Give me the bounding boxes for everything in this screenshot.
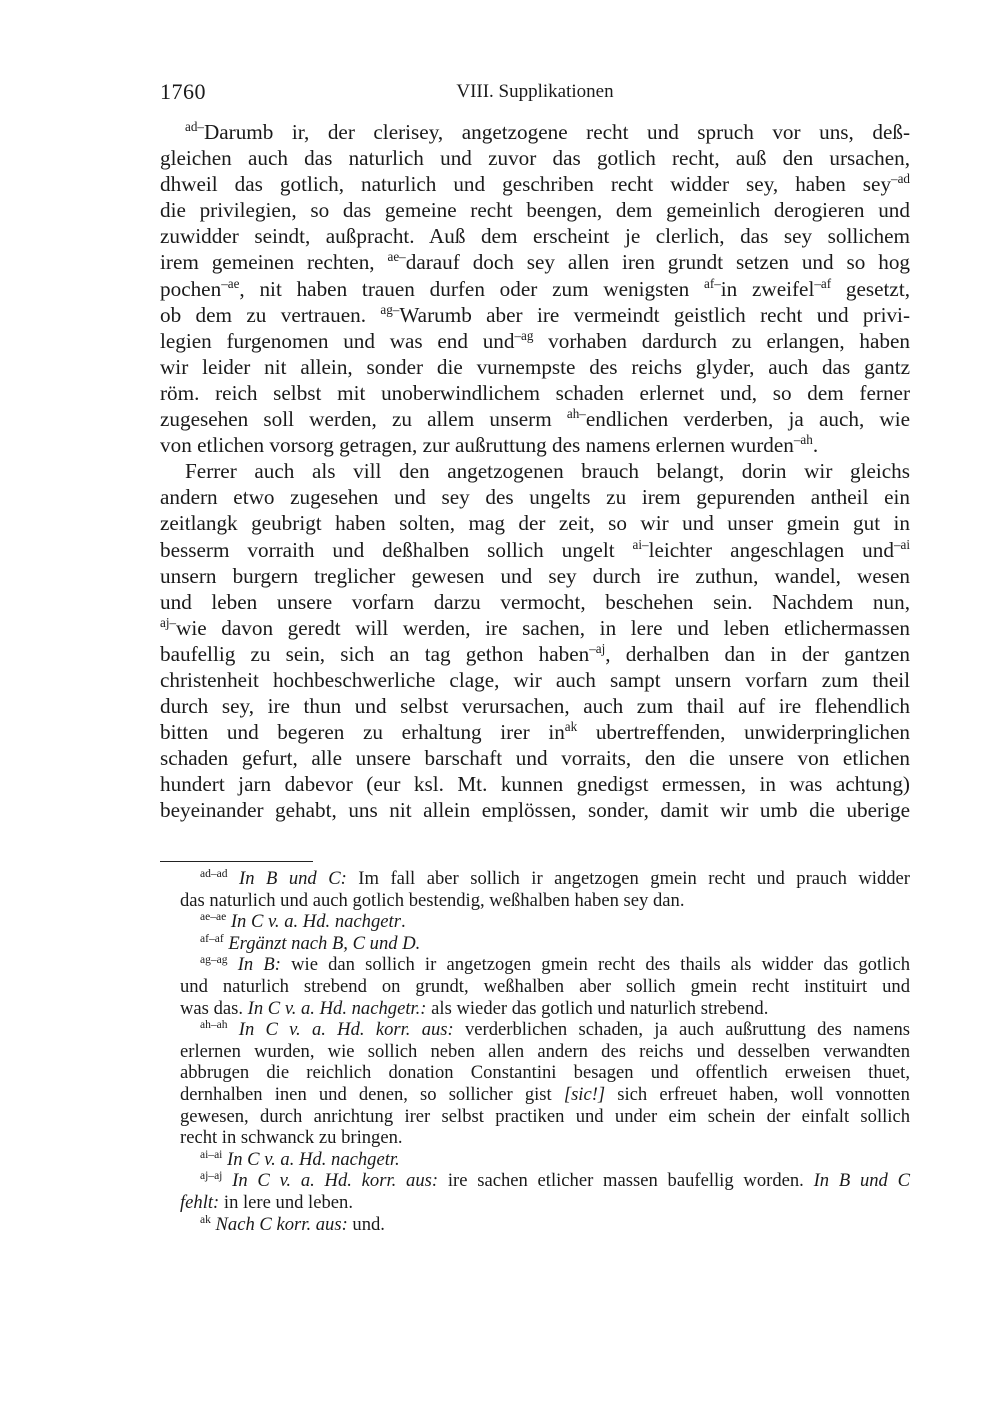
editorial-note: In C v. a. Hd. korr. aus: — [232, 1170, 439, 1192]
text-run: vorhaben dardurch zu erlangen, haben — [533, 328, 911, 353]
text-run: Ferrer auch als vill den angetzogenen brauch belangt, dorin wir gleichs — [185, 459, 910, 484]
editorial-note: fehlt: — [180, 1191, 220, 1213]
text-line — [160, 119, 910, 145]
text-line — [160, 328, 910, 354]
text-line — [160, 641, 910, 667]
footnote-line — [160, 933, 910, 955]
text-run: zeitlangk geubrigt haben solten, mag der zeit, so wir und unser gmein gut in — [160, 511, 910, 536]
text-run: besserm vorraith und deßhalben sollich ungelt — [160, 537, 633, 562]
text-run: Warumb aber ire vermeindt geistlich recht und privi- — [399, 302, 910, 327]
text-run: bitten und begeren zu erhaltung irer in — [160, 720, 565, 745]
text-run: andern etwo zugesehen und sey des ungelts zu irem gepurenden antheil ein — [160, 485, 910, 510]
apparatus-marker: ak — [564, 719, 578, 735]
text-run: wie dan sollich ir angetzogen gmein recht des thails als widder das gotlich — [280, 954, 911, 976]
footnote-line — [160, 1062, 910, 1084]
text-run: und leben unsere vorfarn darzu vermocht, beschehen sein. Nachdem nun, — [160, 589, 910, 614]
text-line — [160, 302, 910, 328]
apparatus-marker: af– — [704, 275, 721, 291]
apparatus-marker: –ah — [793, 431, 813, 447]
text-line — [160, 432, 910, 458]
text-run: von etlichen vorsorg getragen, zur außruttung des namens erlernen wurden — [160, 433, 794, 458]
text-run: und. — [347, 1213, 385, 1235]
footnote-marker: af–af — [200, 932, 224, 945]
footnote — [160, 954, 910, 1019]
footnote-marker: ak — [200, 1213, 211, 1226]
text-run: gesetzt, — [831, 276, 911, 301]
footnote-marker: ad–ad — [200, 867, 228, 880]
footnote-line — [160, 1019, 910, 1041]
text-run: das naturlich und auch gotlich bestendig, weßhalben haben sey dan. — [180, 889, 685, 911]
editorial-note: In C v. a. Hd. nachgetr. — [227, 1148, 400, 1170]
text-line — [160, 745, 910, 771]
text-run: Im fall aber sollich ir angetzogen gmein recht und prauch widder — [346, 868, 910, 889]
text-line — [160, 484, 910, 510]
text-run: beyeinander gehabt, uns nit allein emplössen, sonder, damit wir umb die uberige — [160, 798, 910, 823]
running-title: VIII. Supplikationen — [456, 81, 614, 102]
text-line — [160, 249, 910, 275]
text-run: abbrugen die reichlich donation Constantini besagen und offentlich erweisen thuet, — [180, 1062, 910, 1084]
text-run: zugesehen soll werden, zu allem unserm — [160, 407, 567, 432]
footnote — [160, 1149, 910, 1171]
text-run: gewesen, durch anrichtung irer selbst practiken und under eim schein der einfalt sollich — [180, 1105, 910, 1127]
text-run: ob dem zu vertrauen. — [160, 302, 381, 327]
text-run: durch sey, ire thun und selbst verursachen, auch zum thail auf ire flehendlich — [160, 694, 910, 719]
text-run: verderblichen schaden, ja auch außruttung des namens — [453, 1019, 910, 1041]
paragraph — [160, 458, 910, 823]
editorial-note: In C v. a. Hd. nachgetr — [230, 911, 401, 933]
text-line — [160, 589, 910, 615]
footnote — [160, 1170, 910, 1213]
footnote — [160, 1019, 910, 1149]
apparatus-marker: ah– — [566, 405, 586, 421]
text-line — [160, 537, 910, 563]
text-run: christenheit hochbeschwerliche clage, wir auch sampt unsern vorfarn zum theil — [160, 667, 910, 692]
text-run: leichter angeschlagen und — [648, 537, 894, 562]
paragraph — [160, 119, 910, 458]
editorial-note: In B und C: — [239, 868, 347, 889]
text-line — [160, 223, 910, 249]
text-run: in lere und leben. — [219, 1191, 353, 1213]
footnote-line — [160, 1127, 910, 1149]
text-run: röm. reich selbst mit unoberwindlichem schaden erlernet und, so dem ferner — [160, 380, 910, 405]
footnote-line — [160, 954, 910, 976]
text-line — [160, 276, 910, 302]
text-line — [160, 197, 910, 223]
text-run: irem gemeinen rechten, — [160, 250, 388, 275]
footnote-marker: ah–ah — [200, 1019, 228, 1032]
text-run: in zweifel — [720, 276, 815, 301]
text-run: gleichen auch das naturlich und zuvor das gotlich recht, auß den ursachen, — [160, 146, 910, 171]
text-run: recht in schwanck zu bringen. — [180, 1127, 403, 1149]
text-run: hundert jarn dabevor (eur ksl. Mt. kunnen gnedigst ermessen, in was achtung) — [160, 772, 910, 797]
text-line — [160, 380, 910, 406]
editorial-note: Nach C korr. aus: — [215, 1213, 348, 1235]
text-run: als wieder das gotlich und naturlich strebend. — [426, 997, 769, 1019]
footnote-line — [160, 1149, 910, 1171]
text-run: . — [812, 433, 819, 458]
editorial-note: In B: — [237, 954, 281, 976]
footnote — [160, 1214, 910, 1236]
text-run: legien furgenomen und was end und — [160, 328, 515, 353]
text-run: zuwidder seindt, außpracht. Auß dem erscheint je clerlich, das sey sollichem — [160, 224, 910, 249]
text-line — [160, 171, 910, 197]
text-run: sich erfreuet haben, woll vonnotten — [605, 1083, 910, 1105]
apparatus-marker: ad– — [185, 118, 204, 134]
apparatus-marker: –ae — [221, 275, 240, 291]
text-line — [160, 145, 910, 171]
text-line — [160, 771, 910, 797]
text-run: dernhalben inen und denen, so sollicher gist — [180, 1083, 564, 1105]
apparatus-marker: ai– — [632, 536, 649, 552]
apparatus-marker: –af — [814, 275, 832, 291]
text-run: ubertreffenden, unwiderpringlichen — [577, 720, 910, 745]
apparatus-marker: –ad — [891, 171, 910, 187]
footnote-divider — [160, 861, 313, 862]
text-run: baufellig zu sein, sich an tag gethon haben — [160, 641, 590, 666]
footnote — [160, 868, 910, 911]
footnotes — [160, 868, 910, 1235]
text-run: was das. — [180, 997, 248, 1019]
editorial-note: [sic!] — [563, 1083, 606, 1105]
text-line — [160, 719, 910, 745]
footnote-marker: ag–ag — [200, 954, 228, 967]
text-run: pochen — [160, 276, 222, 301]
footnote — [160, 933, 910, 955]
apparatus-marker: –ai — [893, 536, 910, 552]
text-run: Darumb ir, der clerisey, angetzogene recht und spruch vor uns, deß- — [203, 120, 910, 144]
footnote-line — [160, 1106, 910, 1128]
text-line — [160, 797, 910, 823]
text-line — [160, 458, 910, 484]
apparatus-marker: ag– — [380, 301, 400, 317]
text-run: endlichen verderben, ja auch, wie — [585, 407, 911, 432]
text-run: ire sachen etlicher massen baufellig worden. — [438, 1170, 814, 1192]
text-line — [160, 406, 910, 432]
text-line — [160, 693, 910, 719]
footnote-line — [160, 1170, 910, 1192]
main-text — [160, 119, 910, 824]
editorial-note: Ergänzt nach B, C und D. — [228, 932, 421, 954]
text-run: die privilegien, so das gemeine recht beengen, dem gemeinlich derogieren und — [160, 198, 910, 223]
text-run: unsern burgern treglicher gewesen und sey durch ire zuthun, wandel, wesen — [160, 563, 910, 588]
editorial-note: In C v. a. Hd. korr. aus: — [238, 1019, 454, 1041]
text-run: dhweil das gotlich, naturlich und geschriben recht widder sey, haben sey — [160, 172, 892, 197]
text-line — [160, 667, 910, 693]
apparatus-marker: –aj — [589, 640, 606, 656]
text-run: schaden gefurt, alle unsere barschaft und vorraits, den die unsere von etlichen — [160, 746, 910, 771]
footnote — [160, 911, 910, 933]
apparatus-marker: aj– — [160, 614, 177, 630]
text-line — [160, 563, 910, 589]
apparatus-marker: ae– — [387, 249, 406, 265]
text-run: erlernen wurden, wie sollich neben allen andern des reichs und desselben verwandten — [180, 1040, 910, 1062]
text-run: wir leider nit allein, sonder die vurnempste des reichs glyder, auch das gantz — [160, 354, 910, 379]
editorial-note: In C v. a. Hd. nachgetr.: — [247, 997, 427, 1019]
text-run: wie davon geredt will werden, ire sachen, in lere und leben etlichermassen — [176, 615, 910, 640]
text-line — [160, 615, 910, 641]
page-number: 1760 — [160, 79, 206, 104]
text-run: , derhalben dan in der gantzen — [605, 641, 910, 666]
footnote-line — [160, 1214, 910, 1236]
text-line — [160, 510, 910, 536]
text-run: , nit haben trauen durfen oder zum wenigsten — [239, 276, 704, 301]
footnote-marker: aj–aj — [200, 1170, 223, 1183]
text-line — [160, 354, 910, 380]
footnote-line — [160, 1041, 910, 1063]
footnote-line — [160, 1084, 910, 1106]
footnote-line — [160, 1192, 910, 1214]
footnote-line — [160, 998, 910, 1020]
editorial-note: In B und C — [813, 1170, 910, 1192]
footnote-line — [160, 890, 910, 912]
apparatus-marker: –ag — [514, 327, 534, 343]
text-run: darauf doch sey allen iren grundt setzen und so hog — [405, 250, 911, 275]
footnote-line — [160, 868, 910, 890]
footnote-marker: ai–ai — [200, 1148, 223, 1161]
footnote-line — [160, 976, 910, 998]
page-header — [160, 79, 910, 107]
text-run: . — [400, 911, 406, 933]
footnote-line — [160, 911, 910, 933]
footnote-marker: ae–ae — [200, 911, 227, 924]
text-run: und naturlich strebend on grundt, weßhalben aber sollich gmein recht instituirt und — [180, 975, 910, 997]
